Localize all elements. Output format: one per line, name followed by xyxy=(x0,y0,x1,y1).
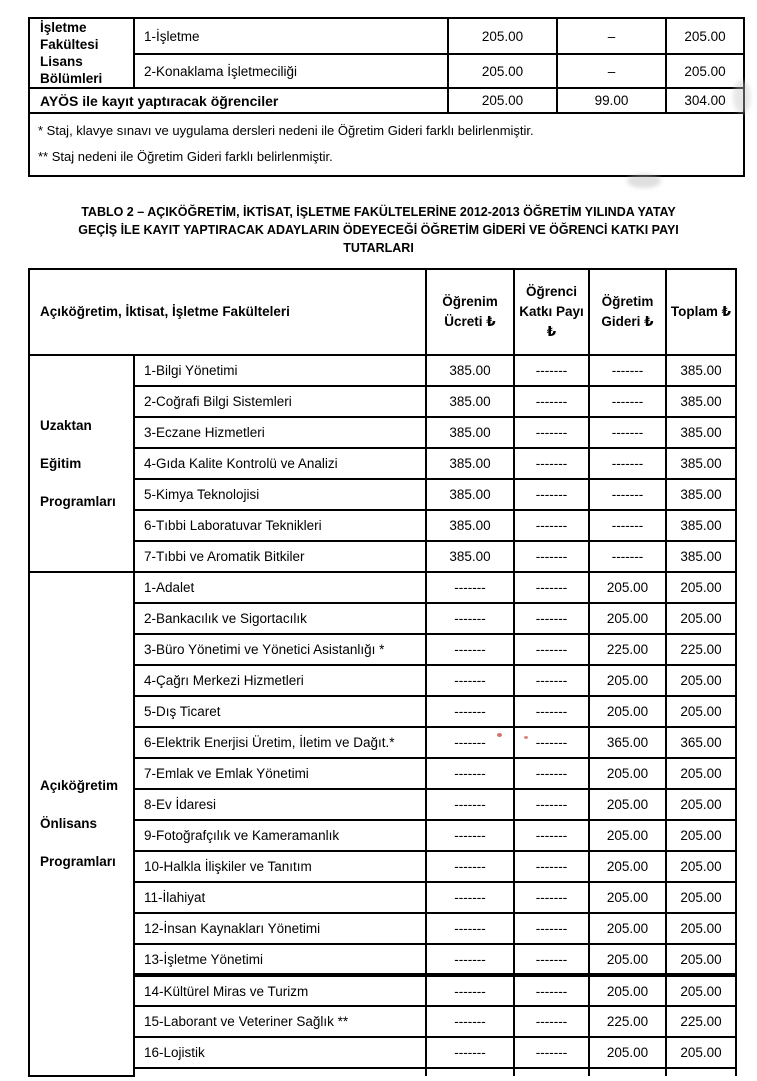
ogrenim-ucreti-cell: ------- xyxy=(426,758,514,789)
katki-payi-cell: ------- xyxy=(514,913,589,944)
table-row xyxy=(29,386,736,417)
header-katki-payi: Öğrenci Katkı Payı ₺ xyxy=(514,269,589,355)
ogrenim-ucreti-cell: ------- xyxy=(426,882,514,913)
ogrenim-ucreti-cell: 205.00 xyxy=(448,18,557,54)
cutoff-cell xyxy=(666,1068,736,1076)
table-row xyxy=(29,851,736,882)
ogretim-gideri-cell: 225.00 xyxy=(589,1006,666,1037)
ogrenim-ucreti-cell: ------- xyxy=(426,1037,514,1068)
program-cell: 3-Eczane Hizmetleri xyxy=(134,417,426,448)
ogretim-gideri-cell: 205.00 xyxy=(589,944,666,975)
katki-payi-cell: ------- xyxy=(514,789,589,820)
katki-payi-cell: ------- xyxy=(514,851,589,882)
program-cell: 1-Bilgi Yönetimi xyxy=(134,355,426,386)
katki-payi-cell: ------- xyxy=(514,510,589,541)
katki-payi-cell: – xyxy=(557,54,666,88)
table2-body xyxy=(29,355,736,1076)
ogretim-gideri-cell: ------- xyxy=(589,541,666,572)
program-cell: 4-Çağrı Merkezi Hizmetleri xyxy=(134,665,426,696)
ogrenim-ucreti-cell: 385.00 xyxy=(426,479,514,510)
katki-payi-cell: ------- xyxy=(514,727,589,758)
katki-payi-cell: ------- xyxy=(514,355,589,386)
fees-table-top xyxy=(28,17,745,177)
katki-payi-cell: ------- xyxy=(514,479,589,510)
ogrenim-ucreti-cell: ------- xyxy=(426,572,514,603)
table-row xyxy=(29,758,736,789)
ogrenim-ucreti-cell: ------- xyxy=(426,727,514,758)
header-ogrenim-ucreti: Öğrenim Ücreti ₺ xyxy=(426,269,514,355)
toplam-cell: 385.00 xyxy=(666,386,736,417)
ogretim-gideri-cell: ------- xyxy=(589,355,666,386)
table-row xyxy=(29,789,736,820)
toplam-cell: 365.00 xyxy=(666,727,736,758)
program-cell: 15-Laborant ve Veteriner Sağlık ** xyxy=(134,1006,426,1037)
ogretim-gideri-cell: ------- xyxy=(589,448,666,479)
table-row xyxy=(29,18,744,54)
katki-payi-cell: ------- xyxy=(514,1037,589,1068)
ogretim-gideri-cell: 205.00 xyxy=(589,603,666,634)
toplam-cell: 205.00 xyxy=(666,789,736,820)
ogretim-gideri-cell: 205.00 xyxy=(589,572,666,603)
ogrenim-ucreti-cell: ------- xyxy=(426,820,514,851)
katki-payi-cell: 99.00 xyxy=(557,88,666,113)
ogretim-gideri-cell: ------- xyxy=(589,417,666,448)
katki-payi-cell: ------- xyxy=(514,603,589,634)
toplam-cell: 205.00 xyxy=(666,18,744,54)
ogrenim-ucreti-cell: ------- xyxy=(426,913,514,944)
ogrenim-ucreti-cell: 205.00 xyxy=(448,88,557,113)
program-cell: 6-Tıbbi Laboratuvar Teknikleri xyxy=(134,510,426,541)
katki-payi-cell: ------- xyxy=(514,448,589,479)
program-cell: 9-Fotoğrafçılık ve Kameramanlık xyxy=(134,820,426,851)
katki-payi-cell: ------- xyxy=(514,665,589,696)
ogrenim-ucreti-cell: ------- xyxy=(426,789,514,820)
cutoff-row xyxy=(29,1068,736,1076)
program-cell: 2-Konaklama İşletmeciliği xyxy=(134,54,448,88)
ayos-label: AYÖS ile kayıt yaptıracak öğrenciler xyxy=(29,88,448,113)
ogrenim-ucreti-cell: 385.00 xyxy=(426,386,514,417)
toplam-cell: 205.00 xyxy=(666,603,736,634)
table-row xyxy=(29,634,736,665)
toplam-cell: 225.00 xyxy=(666,634,736,665)
table-row xyxy=(29,820,736,851)
ogretim-gideri-cell: 205.00 xyxy=(589,851,666,882)
katki-payi-cell: ------- xyxy=(514,944,589,975)
toplam-cell: 205.00 xyxy=(666,665,736,696)
table-row xyxy=(29,1006,736,1037)
ogretim-gideri-cell: 205.00 xyxy=(589,882,666,913)
katki-payi-cell: ------- xyxy=(514,758,589,789)
table-row xyxy=(29,944,736,975)
katki-payi-cell: ------- xyxy=(514,634,589,665)
program-cell: 5-Kimya Teknolojisi xyxy=(134,479,426,510)
footnote-staj-klavye: * Staj, klavye sınavı ve uygulama dersleri nedeni ile Öğretim Gideri farklı belirlenmiştir. xyxy=(38,123,534,138)
table-row xyxy=(29,448,736,479)
ogrenim-ucreti-cell: ------- xyxy=(426,851,514,882)
toplam-cell: 205.00 xyxy=(666,54,744,88)
toplam-cell: 205.00 xyxy=(666,572,736,603)
ogrenim-ucreti-cell: ------- xyxy=(426,944,514,975)
ogrenim-ucreti-cell: 385.00 xyxy=(426,417,514,448)
program-cell: 10-Halkla İlişkiler ve Tanıtım xyxy=(134,851,426,882)
table-row xyxy=(29,975,736,1006)
program-cell: 7-Emlak ve Emlak Yönetimi xyxy=(134,758,426,789)
table-row xyxy=(29,479,736,510)
program-cell: 11-İlahiyat xyxy=(134,882,426,913)
ogretim-gideri-cell: 225.00 xyxy=(589,634,666,665)
footnotes-row xyxy=(29,113,744,176)
ogretim-gideri-cell: 205.00 xyxy=(589,913,666,944)
table-row xyxy=(29,417,736,448)
program-cell: 13-İşletme Yönetimi xyxy=(134,944,426,975)
program-cell: 3-Büro Yönetimi ve Yönetici Asistanlığı * xyxy=(134,634,426,665)
footnote-staj: ** Staj nedeni ile Öğretim Gideri farklı belirlenmiştir. xyxy=(38,149,333,164)
toplam-cell: 225.00 xyxy=(666,1006,736,1037)
table2-header xyxy=(29,269,736,355)
toplam-cell: 205.00 xyxy=(666,882,736,913)
toplam-cell: 385.00 xyxy=(666,417,736,448)
header-row xyxy=(29,269,736,355)
table-row xyxy=(29,882,736,913)
group-label: Uzaktan Eğitim Programları xyxy=(29,355,134,572)
toplam-cell: 385.00 xyxy=(666,355,736,386)
footnotes-cell xyxy=(29,113,744,176)
ayos-row xyxy=(29,88,744,113)
katki-payi-cell: ------- xyxy=(514,820,589,851)
katki-payi-cell: ------- xyxy=(514,882,589,913)
cutoff-cell xyxy=(134,1068,426,1076)
table-row xyxy=(29,355,736,386)
toplam-cell: 205.00 xyxy=(666,758,736,789)
toplam-cell: 205.00 xyxy=(666,913,736,944)
cutoff-cell xyxy=(426,1068,514,1076)
table-row xyxy=(29,913,736,944)
title-line-1: TABLO 2 – AÇIKÖĞRETİM, İKTİSAT, İŞLETME FAKÜLTELERİNE 2012-2013 ÖĞRETİM YILINDA YATAY xyxy=(81,205,676,219)
title-line-2: GEÇİŞ İLE KAYIT YAPTIRACAK ADAYLARIN ÖDEYECEĞİ ÖĞRETİM GİDERİ VE ÖĞRENCİ KATKI PAYI xyxy=(78,223,679,237)
table-row xyxy=(29,541,736,572)
katki-payi-cell: ------- xyxy=(514,975,589,1006)
cutoff-cell xyxy=(589,1068,666,1076)
table-row xyxy=(29,603,736,634)
program-cell: 2-Coğrafi Bilgi Sistemleri xyxy=(134,386,426,417)
program-cell: 14-Kültürel Miras ve Turizm xyxy=(134,975,426,1006)
header-faculties: Açıköğretim, İktisat, İşletme Fakülteleri xyxy=(29,269,426,355)
ogrenim-ucreti-cell: 385.00 xyxy=(426,448,514,479)
toplam-cell: 385.00 xyxy=(666,510,736,541)
ogrenim-ucreti-cell: 385.00 xyxy=(426,355,514,386)
header-ogretim-gideri: Öğretim Gideri ₺ xyxy=(589,269,666,355)
program-cell: 4-Gıda Kalite Kontrolü ve Analizi xyxy=(134,448,426,479)
katki-payi-cell: ------- xyxy=(514,1006,589,1037)
ogretim-gideri-cell: 205.00 xyxy=(589,1037,666,1068)
program-cell: 16-Lojistik xyxy=(134,1037,426,1068)
table-row xyxy=(29,510,736,541)
ogrenim-ucreti-cell: 385.00 xyxy=(426,541,514,572)
ogretim-gideri-cell: 205.00 xyxy=(589,665,666,696)
ogretim-gideri-cell: 205.00 xyxy=(589,758,666,789)
toplam-cell: 205.00 xyxy=(666,851,736,882)
table-row xyxy=(29,572,736,603)
katki-payi-cell: – xyxy=(557,18,666,54)
group-label: Açıköğretim Önlisans Programları xyxy=(29,572,134,1076)
table-row xyxy=(29,727,736,758)
toplam-cell: 205.00 xyxy=(666,696,736,727)
ogrenim-ucreti-cell: ------- xyxy=(426,975,514,1006)
table-row xyxy=(29,54,744,88)
table2-title xyxy=(38,203,719,257)
table-row xyxy=(29,665,736,696)
katki-payi-cell: ------- xyxy=(514,696,589,727)
ogretim-gideri-cell: ------- xyxy=(589,479,666,510)
katki-payi-cell: ------- xyxy=(514,417,589,448)
toplam-cell: 205.00 xyxy=(666,820,736,851)
program-cell: 5-Dış Ticaret xyxy=(134,696,426,727)
ogrenim-ucreti-cell: 205.00 xyxy=(448,54,557,88)
toplam-cell: 304.00 xyxy=(666,88,744,113)
katki-payi-cell: ------- xyxy=(514,572,589,603)
program-cell: 12-İnsan Kaynakları Yönetimi xyxy=(134,913,426,944)
program-cell: 6-Elektrik Enerjisi Üretim, İletim ve Dağıt.* xyxy=(134,727,426,758)
program-cell: 7-Tıbbi ve Aromatik Bitkiler xyxy=(134,541,426,572)
katki-payi-cell: ------- xyxy=(514,541,589,572)
fees-table-2 xyxy=(28,268,737,1077)
toplam-cell: 385.00 xyxy=(666,448,736,479)
program-cell: 2-Bankacılık ve Sigortacılık xyxy=(134,603,426,634)
ogretim-gideri-cell: 205.00 xyxy=(589,975,666,1006)
ogretim-gideri-cell: 205.00 xyxy=(589,820,666,851)
toplam-cell: 385.00 xyxy=(666,479,736,510)
cutoff-cell xyxy=(514,1068,589,1076)
toplam-cell: 205.00 xyxy=(666,944,736,975)
ogretim-gideri-cell: ------- xyxy=(589,386,666,417)
ogrenim-ucreti-cell: 385.00 xyxy=(426,510,514,541)
ogrenim-ucreti-cell: ------- xyxy=(426,696,514,727)
ogrenim-ucreti-cell: ------- xyxy=(426,665,514,696)
header-toplam: Toplam ₺ xyxy=(666,269,736,355)
program-cell: 8-Ev İdaresi xyxy=(134,789,426,820)
ogretim-gideri-cell: ------- xyxy=(589,510,666,541)
table-row xyxy=(29,1037,736,1068)
toplam-cell: 205.00 xyxy=(666,1037,736,1068)
program-cell: 1-İşletme xyxy=(134,18,448,54)
toplam-cell: 205.00 xyxy=(666,975,736,1006)
table-row xyxy=(29,696,736,727)
katki-payi-cell: ------- xyxy=(514,386,589,417)
ogrenim-ucreti-cell: ------- xyxy=(426,603,514,634)
group-label: İşletme Fakültesi Lisans Bölümleri xyxy=(29,18,134,88)
title-line-3: TUTARLARI xyxy=(343,241,414,255)
ogrenim-ucreti-cell: ------- xyxy=(426,634,514,665)
ogretim-gideri-cell: 205.00 xyxy=(589,789,666,820)
ogretim-gideri-cell: 205.00 xyxy=(589,696,666,727)
toplam-cell: 385.00 xyxy=(666,541,736,572)
ogretim-gideri-cell: 365.00 xyxy=(589,727,666,758)
program-cell: 1-Adalet xyxy=(134,572,426,603)
ogrenim-ucreti-cell: ------- xyxy=(426,1006,514,1037)
